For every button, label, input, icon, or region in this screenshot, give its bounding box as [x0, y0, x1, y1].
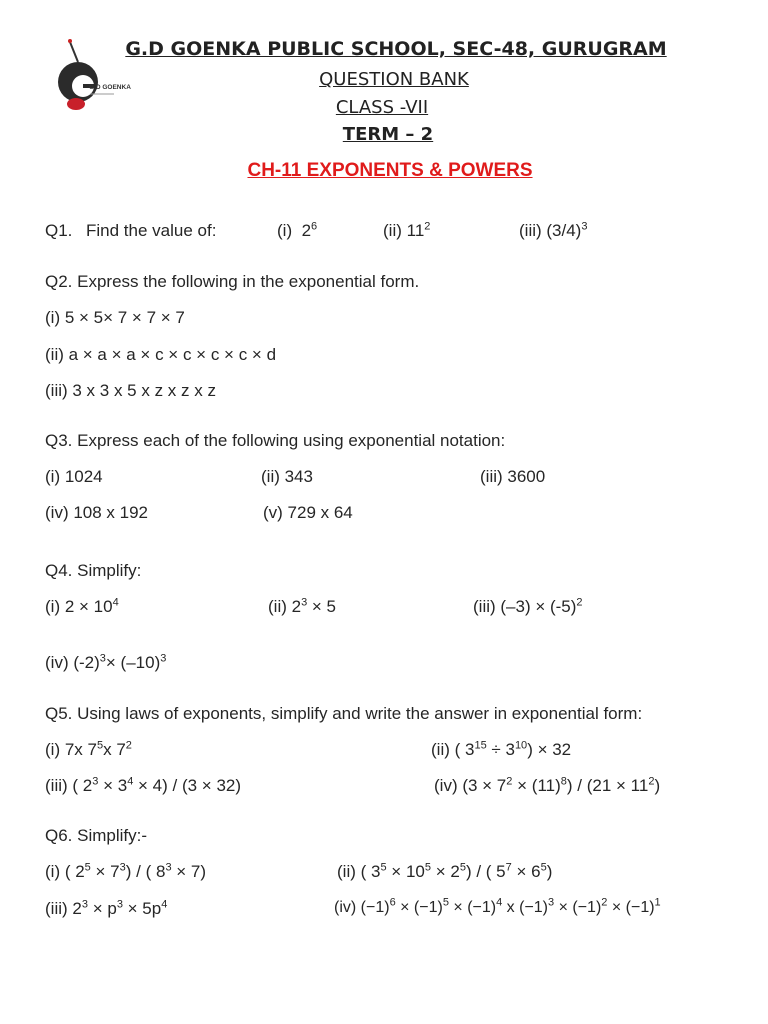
q1-part-iii: (iii) $(3/4)^3$: [519, 220, 588, 240]
q4-part-i: (i) $2 \times 10^4$: [45, 596, 119, 616]
q2-part-iii: (iii) 3 x 3 x 5 x z x z x z: [45, 381, 216, 400]
q4-part-iv: (iv) $(-2)^3\times (-10)^3$: [45, 652, 167, 672]
q4-part-ii: (ii) $2^3 \times 5$: [268, 596, 337, 616]
q3-part-iii: (iii) 3600: [480, 467, 546, 486]
q2-part-i: (i) 5 × 5× 7 × 7 × 7: [45, 308, 185, 327]
q6-part-iv: (iv) $(-1)^6 \times (-1)^5 \times (-1)^4$ x $(-1)^3 \times (-1)^2 \times (-1)^1$: [334, 896, 661, 916]
q4-part-iii: (iii) $(-3) \times (-5)^2$: [473, 596, 583, 616]
q3-part-i: (i) 1024: [45, 467, 103, 486]
q1-label: Q1.: [45, 221, 73, 240]
q1-part-ii: (ii) $11^2$: [383, 220, 431, 240]
q1-part-i: (i) $2^6$: [277, 220, 318, 240]
q6-part-i: (i) ( $2^5 \times 7^3$) / ( $8^3 \times 7$): [45, 861, 207, 881]
q2-part-ii: (ii) a × a × a × c × c × c × c × d: [45, 345, 277, 364]
q6-part-iii: (iii) $2^3 \times p^3 \times 5p^4$: [45, 898, 168, 918]
q6-part-ii: (ii) ( $3^5 \times 10^5 \times 2^5$) / ( $5^7 \times 6^5$): [337, 861, 553, 881]
class-label: CLASS -VII: [335, 97, 429, 118]
q4-title: Q4. Simplify:: [45, 561, 142, 580]
q5-part-ii: (ii) ( $3^{15} \div 3^{10}) \times 32$: [431, 739, 572, 759]
q3-part-iv: (iv) 108 x 192: [45, 503, 148, 522]
q6-title: Q6. Simplify:-: [45, 826, 148, 845]
q5-part-iv: (iv) $(3 \times 7^2 \times (11)^8) / (21 \times 11^2)$: [434, 775, 661, 795]
q5-part-iii: (iii) ( $2^3 \times 3^4 \times 4) / (3 \times 32)$: [45, 775, 242, 795]
doc-type: QUESTION BANK: [319, 69, 469, 90]
term-label: TERM – 2: [342, 124, 434, 145]
q3-part-ii: (ii) 343: [261, 467, 313, 486]
q2-title: Q2. Express the following in the exponential form.: [45, 272, 420, 291]
q1-text: Find the value of:: [86, 221, 217, 240]
chapter-title: CH-11 EXPONENTS & POWERS: [247, 160, 533, 181]
q5-part-i: (i) 7x $7^5x$ $7^2$: [45, 739, 132, 759]
q3-title: Q3. Express each of the following using exponential notation:: [45, 431, 506, 450]
school-name: G.D GOENKA PUBLIC SCHOOL, SEC-48, GURUGRAM: [125, 38, 667, 60]
logo-text: G.D GOENKA: [89, 84, 131, 91]
q5-title: Q5. Using laws of exponents, simplify and write the answer in exponential form:: [45, 704, 643, 723]
q3-part-v: (v) 729 x 64: [263, 503, 353, 522]
